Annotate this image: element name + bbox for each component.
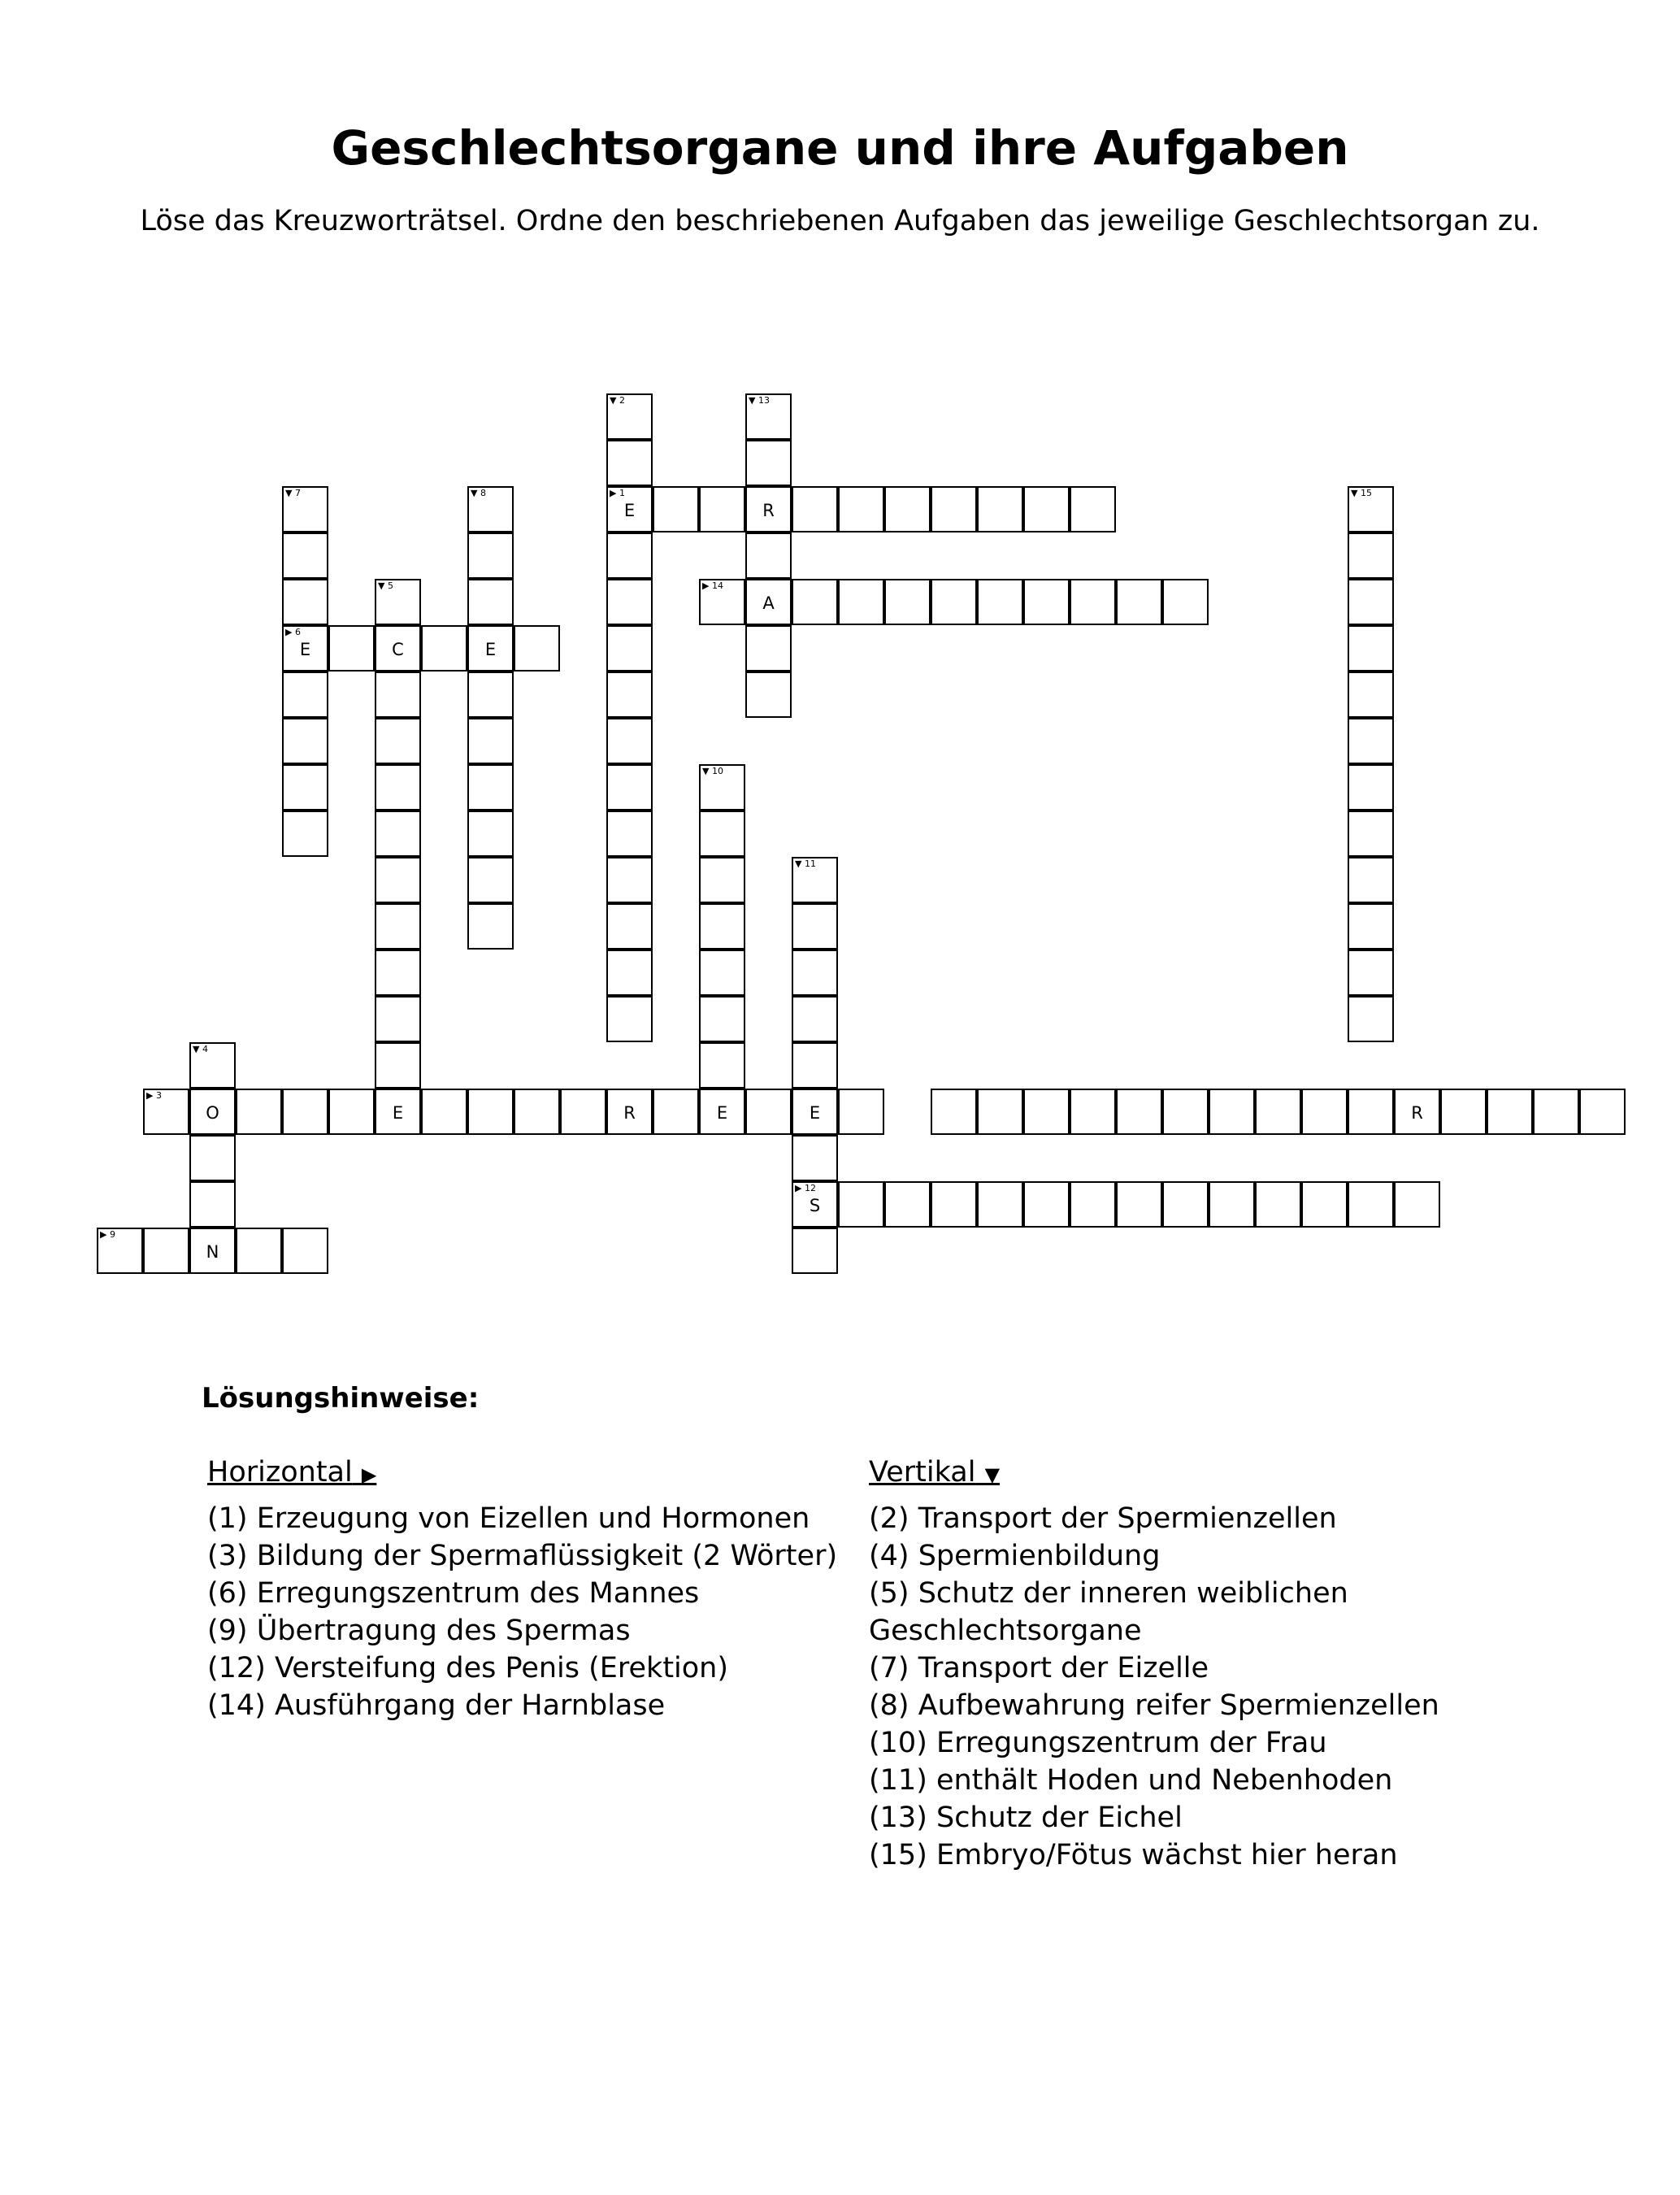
vertical-clue: (11) enthält Hoden und Nebenhoden	[869, 1764, 1393, 1797]
crossword-cell[interactable]	[560, 1089, 606, 1135]
crossword-cell[interactable]	[1162, 1181, 1209, 1228]
crossword-cell[interactable]	[606, 764, 653, 811]
crossword-cell[interactable]	[931, 486, 977, 532]
crossword-cell[interactable]	[1579, 1089, 1626, 1135]
crossword-cell[interactable]	[1116, 1089, 1162, 1135]
crossword-cell[interactable]	[606, 393, 653, 440]
crossword-cell[interactable]	[375, 625, 421, 672]
crossword-cell[interactable]	[606, 903, 653, 950]
crossword-cell[interactable]	[699, 486, 745, 532]
instructions: Löse das Kreuzworträtsel. Ordne den beschriebenen Aufgaben das jeweilige Geschlechtsorgan zu.	[140, 205, 1540, 237]
crossword-cell[interactable]	[189, 1135, 236, 1181]
clue-number-label: 3	[153, 1090, 162, 1101]
crossword-cell[interactable]	[282, 486, 328, 532]
crossword-cell[interactable]	[467, 718, 514, 764]
arrow-down-icon: ▼	[285, 488, 293, 498]
crossword-cell[interactable]	[1070, 1089, 1116, 1135]
crossword-cell[interactable]	[931, 1181, 977, 1228]
crossword-cell[interactable]	[977, 579, 1023, 625]
crossword-cell[interactable]	[792, 579, 838, 625]
crossword-cell[interactable]	[143, 1228, 189, 1274]
vertical-label: Vertikal	[869, 1456, 976, 1489]
crossword-cell[interactable]	[282, 625, 328, 672]
crossword-cell[interactable]	[606, 672, 653, 718]
arrow-down-icon: ▼	[702, 766, 710, 776]
horizontal-clue: (6) Erregungszentrum des Mannes	[207, 1577, 700, 1610]
crossword-cell[interactable]	[375, 718, 421, 764]
crossword-cell[interactable]	[745, 625, 792, 672]
hint-letter: R	[762, 501, 775, 520]
crossword-cell[interactable]	[236, 1089, 282, 1135]
horizontal-clue: (9) Übertragung des Spermas	[207, 1615, 631, 1647]
clue-number-4	[193, 1045, 208, 1054]
hint-letter: A	[762, 593, 775, 613]
crossword-cell[interactable]	[1116, 579, 1162, 625]
crossword-cell[interactable]	[699, 1042, 745, 1089]
clue-number-5	[378, 581, 393, 591]
crossword-cell[interactable]	[977, 1089, 1023, 1135]
crossword-cell[interactable]	[189, 1181, 236, 1228]
hint-letter: O	[206, 1103, 219, 1123]
crossword-cell[interactable]	[421, 1089, 467, 1135]
vertical-clues	[869, 1454, 1519, 1874]
crossword-cell[interactable]	[884, 579, 931, 625]
crossword-cell[interactable]	[467, 579, 514, 625]
crossword-cell[interactable]	[699, 764, 745, 811]
vertical-clue: (5) Schutz der inneren weiblichen	[869, 1577, 1348, 1610]
crossword-cell[interactable]	[1301, 1181, 1348, 1228]
crossword-cell[interactable]	[745, 672, 792, 718]
crossword-cell[interactable]	[97, 1228, 143, 1274]
clue-number-10	[702, 767, 723, 776]
crossword-cell[interactable]	[606, 811, 653, 857]
crossword-cell[interactable]	[1348, 764, 1394, 811]
arrow-right-icon: ▶	[361, 1463, 377, 1486]
crossword-cell[interactable]	[467, 625, 514, 672]
crossword-cell[interactable]	[838, 486, 884, 532]
crossword-cell[interactable]	[1023, 1089, 1070, 1135]
horizontal-clues	[207, 1454, 841, 1724]
crossword-cell[interactable]	[1348, 718, 1394, 764]
horizontal-clue: (12) Versteifung des Penis (Erektion)	[207, 1652, 729, 1684]
crossword-cell[interactable]	[514, 625, 560, 672]
clue-number-14	[702, 581, 723, 591]
arrow-down-icon: ▼	[984, 1463, 1001, 1486]
crossword-cell[interactable]	[745, 532, 792, 579]
hint-letter: C	[392, 640, 404, 659]
crossword-cell[interactable]	[236, 1228, 282, 1274]
vertical-clue: (4) Spermienbildung	[869, 1540, 1161, 1572]
crossword-cell[interactable]	[375, 1042, 421, 1089]
crossword-cell[interactable]	[699, 857, 745, 903]
crossword-cell[interactable]	[282, 764, 328, 811]
crossword-cell[interactable]	[1348, 532, 1394, 579]
crossword-cell[interactable]	[1348, 625, 1394, 672]
hint-letter: E	[809, 1103, 821, 1123]
clue-number-9	[100, 1230, 115, 1240]
arrow-down-icon: ▼	[471, 488, 478, 498]
clue-number-label: 1	[616, 488, 625, 498]
crossword-cell[interactable]	[1116, 1181, 1162, 1228]
crossword-cell[interactable]	[375, 672, 421, 718]
crossword-cell[interactable]	[606, 857, 653, 903]
hint-letter: R	[623, 1103, 636, 1123]
crossword-cell[interactable]	[467, 857, 514, 903]
clue-number-label: 7	[292, 488, 301, 498]
crossword-cell[interactable]	[606, 625, 653, 672]
crossword-cell[interactable]	[792, 996, 838, 1042]
hint-letter: E	[299, 640, 311, 659]
crossword-cell[interactable]	[1348, 672, 1394, 718]
crossword-cell[interactable]	[1301, 1089, 1348, 1135]
arrow-down-icon: ▼	[1351, 488, 1358, 498]
crossword-cell[interactable]	[282, 1228, 328, 1274]
vertical-clue-list	[869, 1500, 1519, 1874]
clue-number-label: 2	[616, 395, 625, 406]
crossword-cell[interactable]	[282, 718, 328, 764]
crossword-cell[interactable]	[792, 1042, 838, 1089]
crossword-cell[interactable]	[282, 1089, 328, 1135]
crossword-cell[interactable]	[838, 579, 884, 625]
crossword-cell[interactable]	[1533, 1089, 1579, 1135]
crossword-cell[interactable]	[1255, 1089, 1301, 1135]
crossword-cell[interactable]	[792, 903, 838, 950]
crossword-cell[interactable]	[606, 1089, 653, 1135]
crossword-cell[interactable]	[792, 950, 838, 996]
arrow-down-icon: ▼	[610, 395, 617, 406]
crossword-cell[interactable]	[606, 996, 653, 1042]
crossword-cell[interactable]	[1348, 903, 1394, 950]
horizontal-label: Horizontal	[207, 1456, 353, 1489]
arrow-down-icon: ▼	[795, 858, 802, 869]
crossword-cell[interactable]	[977, 486, 1023, 532]
crossword-cell[interactable]	[467, 486, 514, 532]
crossword-cell[interactable]	[745, 393, 792, 440]
crossword-cell[interactable]	[328, 625, 375, 672]
crossword-cell[interactable]	[189, 1089, 236, 1135]
clue-number-label: 12	[801, 1183, 816, 1193]
crossword-cell[interactable]	[745, 440, 792, 486]
arrow-down-icon: ▼	[193, 1044, 200, 1054]
crossword-cell[interactable]	[792, 1089, 838, 1135]
hints-heading: Lösungshinweise:	[202, 1382, 480, 1415]
clue-number-label: 4	[199, 1044, 208, 1054]
crossword-cell[interactable]	[375, 903, 421, 950]
crossword-cell[interactable]	[1487, 1089, 1533, 1135]
hint-letter: N	[206, 1242, 219, 1262]
crossword-cell[interactable]	[606, 950, 653, 996]
crossword-cell[interactable]	[375, 811, 421, 857]
crossword-cell[interactable]	[653, 1089, 699, 1135]
crossword-cell[interactable]	[375, 579, 421, 625]
crossword-cell[interactable]	[745, 579, 792, 625]
crossword-cell[interactable]	[467, 672, 514, 718]
arrow-down-icon: ▼	[378, 580, 385, 591]
crossword-cell[interactable]	[745, 486, 792, 532]
vertical-clue: (10) Erregungszentrum der Frau	[869, 1727, 1327, 1759]
crossword-cell[interactable]	[143, 1089, 189, 1135]
crossword-cell[interactable]	[792, 1228, 838, 1274]
clue-number-3	[146, 1091, 162, 1101]
crossword-cell[interactable]	[1394, 1089, 1440, 1135]
hint-letter: E	[484, 640, 497, 659]
crossword-cell[interactable]	[699, 1089, 745, 1135]
crossword-cell[interactable]	[792, 1135, 838, 1181]
crossword-cell[interactable]	[792, 1181, 838, 1228]
crossword-cell[interactable]	[1348, 857, 1394, 903]
crossword-cell[interactable]	[1348, 811, 1394, 857]
crossword-cell[interactable]	[1348, 579, 1394, 625]
crossword-cell[interactable]	[1348, 1181, 1394, 1228]
clue-number-13	[749, 396, 770, 406]
crossword-cell[interactable]	[699, 903, 745, 950]
crossword-cell[interactable]	[1162, 1089, 1209, 1135]
crossword-cell[interactable]	[1023, 1181, 1070, 1228]
horizontal-clue: (1) Erzeugung von Eizellen und Hormonen	[207, 1502, 810, 1535]
crossword-cell[interactable]	[282, 532, 328, 579]
crossword-cell[interactable]	[282, 579, 328, 625]
clue-number-label: 15	[1357, 488, 1372, 498]
vertical-clue: (13) Schutz der Eichel	[869, 1802, 1183, 1834]
clue-number-2	[610, 396, 625, 406]
crossword-cell[interactable]	[514, 1089, 560, 1135]
crossword-cell[interactable]	[699, 579, 745, 625]
clue-number-6	[285, 628, 301, 637]
crossword-cell[interactable]	[1394, 1181, 1440, 1228]
arrow-down-icon: ▼	[749, 395, 756, 406]
vertical-heading	[869, 1454, 1519, 1493]
crossword-cell[interactable]	[1070, 486, 1116, 532]
crossword-cell[interactable]	[699, 996, 745, 1042]
crossword-cell[interactable]	[606, 579, 653, 625]
crossword-cell[interactable]	[282, 672, 328, 718]
crossword-cell[interactable]	[1023, 486, 1070, 532]
crossword-cell[interactable]	[884, 486, 931, 532]
hint-letter: E	[392, 1103, 404, 1123]
crossword-cell[interactable]	[375, 1089, 421, 1135]
crossword-cell[interactable]	[1348, 486, 1394, 532]
crossword-cell[interactable]	[931, 1089, 977, 1135]
vertical-clue: (15) Embryo/Fötus wächst hier heran	[869, 1839, 1398, 1871]
crossword-cell[interactable]	[792, 857, 838, 903]
crossword-cell[interactable]	[699, 811, 745, 857]
crossword-cell[interactable]	[467, 903, 514, 950]
arrow-right-icon: ▶	[610, 488, 617, 498]
crossword-cell[interactable]	[467, 1089, 514, 1135]
crossword-cell[interactable]	[606, 440, 653, 486]
clue-number-label: 11	[801, 858, 816, 869]
crossword-cell[interactable]	[1348, 1089, 1394, 1135]
crossword-cell[interactable]	[792, 486, 838, 532]
arrow-right-icon: ▶	[702, 580, 710, 591]
clue-number-label: 10	[709, 766, 723, 776]
crossword-cell[interactable]	[606, 486, 653, 532]
arrow-right-icon: ▶	[285, 627, 293, 637]
crossword-cell[interactable]	[467, 532, 514, 579]
crossword-cell[interactable]	[375, 764, 421, 811]
hint-letter: E	[623, 501, 636, 520]
horizontal-clue-list	[207, 1500, 841, 1724]
arrow-right-icon: ▶	[146, 1090, 154, 1101]
crossword-cell[interactable]	[838, 1089, 884, 1135]
horizontal-heading	[207, 1454, 841, 1493]
hint-letter: E	[716, 1103, 728, 1123]
crossword-cell[interactable]	[977, 1181, 1023, 1228]
crossword-cell[interactable]	[931, 579, 977, 625]
crossword-cell[interactable]	[328, 1089, 375, 1135]
clue-number-11	[795, 859, 816, 869]
clue-number-label: 9	[106, 1229, 115, 1240]
crossword-cell[interactable]	[467, 764, 514, 811]
crossword-cell[interactable]	[1255, 1181, 1301, 1228]
hint-letter: S	[809, 1196, 821, 1215]
clue-number-7	[285, 489, 301, 498]
crossword-cell[interactable]	[884, 1181, 931, 1228]
crossword-cell[interactable]	[282, 811, 328, 857]
horizontal-clue: (14) Ausführgang der Harnblase	[207, 1689, 666, 1722]
crossword-cell[interactable]	[606, 532, 653, 579]
crossword-cell[interactable]	[1162, 579, 1209, 625]
crossword-cell[interactable]	[1209, 1181, 1255, 1228]
clue-number-15	[1351, 489, 1372, 498]
clue-number-label: 5	[384, 580, 393, 591]
crossword-cell[interactable]	[1023, 579, 1070, 625]
page-title: Geschlechtsorgane und ihre Aufgaben	[331, 120, 1349, 176]
crossword-cell[interactable]	[421, 625, 467, 672]
vertical-clue: (8) Aufbewahrung reifer Spermienzellen	[869, 1689, 1439, 1722]
crossword-cell[interactable]	[375, 857, 421, 903]
crossword-cell[interactable]	[1209, 1089, 1255, 1135]
vertical-clue: (2) Transport der Spermienzellen	[869, 1502, 1337, 1535]
crossword-cell[interactable]	[1440, 1089, 1487, 1135]
vertical-clue: (7) Transport der Eizelle	[869, 1652, 1209, 1684]
clue-number-label: 6	[292, 627, 301, 637]
crossword-cell[interactable]	[699, 950, 745, 996]
hint-letter: R	[1411, 1103, 1423, 1123]
crossword-cell[interactable]	[838, 1181, 884, 1228]
crossword-cell[interactable]	[606, 718, 653, 764]
clue-number-8	[471, 489, 486, 498]
crossword-cell[interactable]	[1348, 950, 1394, 996]
arrow-right-icon: ▶	[100, 1229, 107, 1240]
clue-number-label: 8	[477, 488, 486, 498]
crossword-cell[interactable]	[375, 950, 421, 996]
crossword-cell[interactable]	[1070, 1181, 1116, 1228]
crossword-cell[interactable]	[375, 996, 421, 1042]
clue-number-1	[610, 489, 625, 498]
crossword-cell[interactable]	[189, 1228, 236, 1274]
vertical-clue: Geschlechtsorgane	[869, 1615, 1142, 1647]
clue-number-label: 14	[709, 580, 723, 591]
crossword-cell[interactable]	[467, 811, 514, 857]
crossword-cell[interactable]	[653, 486, 699, 532]
crossword-cell[interactable]	[1070, 579, 1116, 625]
crossword-cell[interactable]	[745, 1089, 792, 1135]
crossword-cell[interactable]	[1348, 996, 1394, 1042]
crossword-cell[interactable]	[189, 1042, 236, 1089]
clue-number-12	[795, 1184, 816, 1193]
horizontal-clue: (3) Bildung der Spermaflüssigkeit (2 Wörter)	[207, 1540, 838, 1572]
clue-number-label: 13	[755, 395, 770, 406]
arrow-right-icon: ▶	[795, 1183, 802, 1193]
